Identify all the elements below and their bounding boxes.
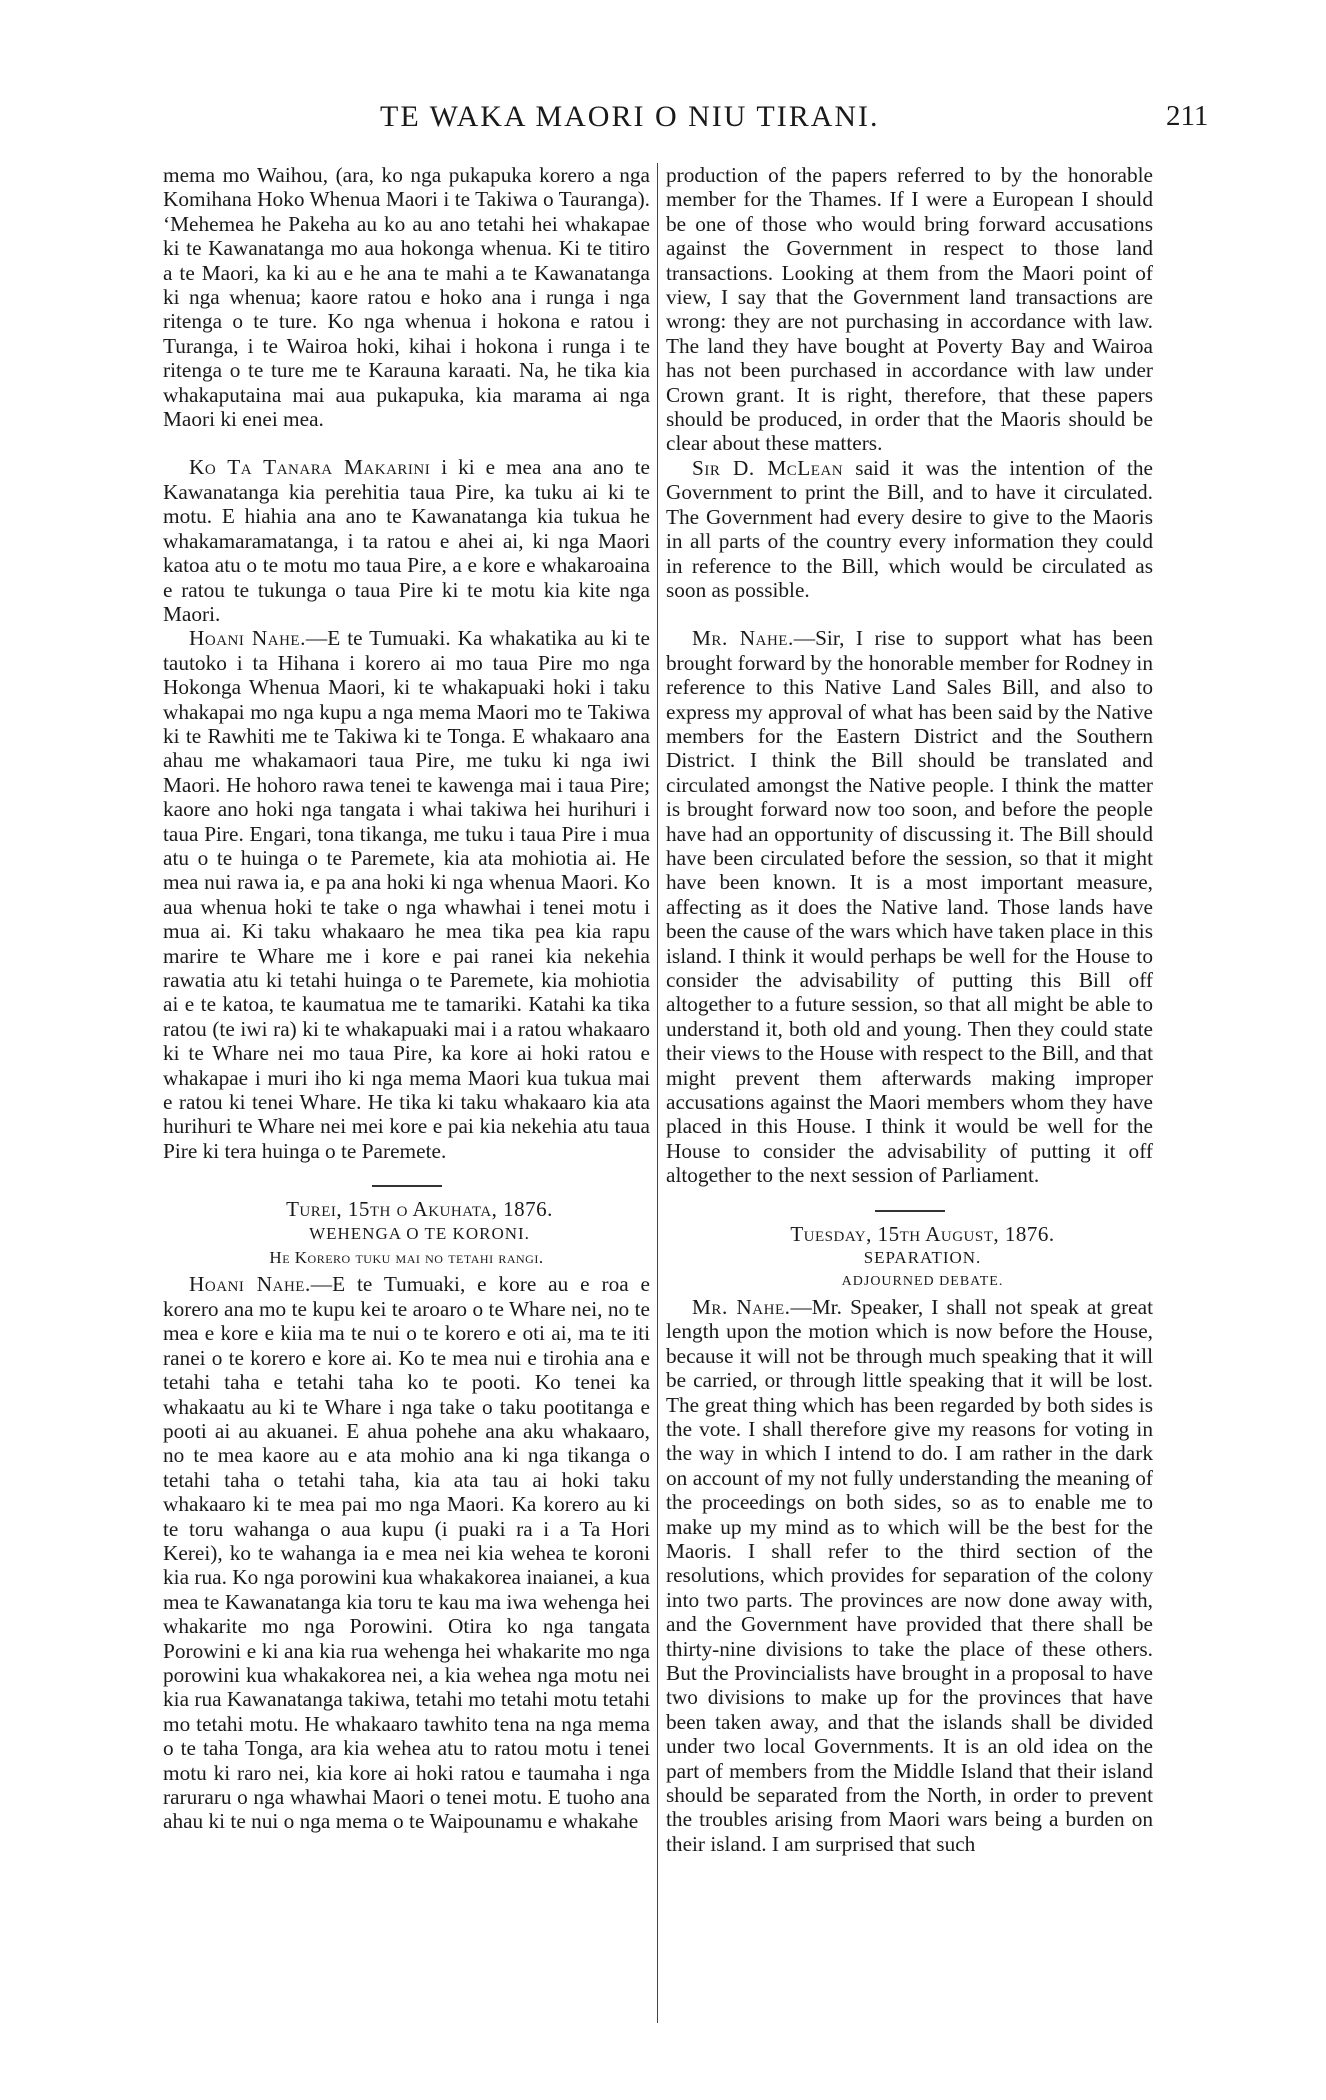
paragraph-text: —E te Tumuaki. Ka whakatika au ki te tautoko i ta Hihana i korero ai mo taua Pire mo nga Hokonga Whenua Maori, ki te whakapuaki hoki i taku whakapai mo nga kupu a nga mema Maori mo te Takiwa ki te Rawhiti me te Takiwa ki te Tonga. E whakaaro ana ahau me whakamaori taua Pire, me tuku ki nga iwi Maori. He hohoro rawa tenei te kawenga mai i taua Pire; kaore ano hoki nga tangata i whai takiwa hei hurihuri i taua Pire. Engari, tona tikanga, me tuku i taua Pire i mua atu o te huinga o te Paremete, kia ata mohiotia ai. He mea nui rawa ia, e pa ana hoki ki nga whenua Maori. Ko aua whenua hoki te take o nga whawhai i tenei motu i mua ai. Ki taku whakaaro he mea tika pea kia rapu marire te Whare me i kore e pai ranei kia nekehia rawatia atu ki tetahi huinga o te Paremete, kia mohiotia ai e te katoa, te kaumatua me te tamariki. Katahi ka tika ratou (te iwi ra) ki te whakapuaki mai i a ratou whakaaro ki te Whare nei mo taua Pire, ka kore ai hoki ratou e whakapae i muri iho ki nga mema Maori kua tukua mai e ratou ki tenei Whare. He tika ki taku whakaaro kia ata hurihuri te Whare nei mei kore e pai kia nekehia atu taua Pire ki tera huinga o te Paremete. <box>163 626 650 1163</box>
speaker-name: Hoani Nahe. <box>189 626 306 651</box>
paragraph <box>666 626 1153 1187</box>
section-rule <box>372 1185 442 1187</box>
dateline: Turei, 15th o Akuhata, 1876. <box>286 1197 553 1222</box>
running-title: TE WAKA MAORI O NIU TIRANI. <box>380 100 880 133</box>
speaker-name: Mr. Nahe. <box>692 626 794 651</box>
section-heading: SEPARATION. <box>863 1248 982 1268</box>
paragraph: mema mo Waihou, (ara, ko nga pukapuka korero a nga Komihana Hoko Whenua Maori i te Takiwa o Tauranga). ‘Mehemea he Pakeha au ko au ano tetahi hei whakapae ki te Kawanatanga mo aua hokonga whenua. Ki te titiro a te Maori, ka ki au e he ana te mahi a te Kawanatanga ki nga whenua; kaore ratou e hoko ana i runga i nga ritenga o te ture. Ko nga whenua i hokona e ratou i Turanga, i te Wairoa hoki, kihai i hokona i runga i te ritenga o te ture me te Karauna karaati. Na, he tika kia whakaputaina mai aua pukapuka, kia marama ai nga Maori ki enei mea. <box>163 163 650 432</box>
paragraph <box>666 456 1153 602</box>
paragraph <box>163 455 650 626</box>
speaker-name: Sir D. McLean <box>692 455 844 480</box>
paragraph-text: i ki e mea ana ano te Kawanatanga kia perehitia taua Pire, ka tuku ai ki te motu. E hiahia ana ano te Kawanatanga kia tukua he whakamaramatanga, i ta ratou e ahei ai, ki nga Maori katoa atu o te motu mo taua Pire, a e kore e whakaroaina e ratou te tukunga o taua Pire ki te motu kia kite nga Maori. <box>163 455 650 626</box>
page-number: 211 <box>1166 100 1209 132</box>
column-divider <box>657 163 658 2023</box>
section-heading: WEHENGA O TE KORONI. <box>309 1223 530 1243</box>
paragraph-text: —Mr. Speaker, I shall not speak at great length upon the motion which is now before the House, because it will not be through much speaking that it will be carried, or through little speaking that it will be lost. The great thing which has been regarded by both sides is the vote. I shall therefore give my reasons for voting in the way in which I intend to do. I am rather in the dark on account of my not fully understanding the meaning of the proceedings on both sides, so as to enable me to make up my mind as to which will be the best for the Maoris. I shall refer to the third section of the resolutions, which provides for separation of the colony into two parts. The provinces are now done away with, and the Government have provided that there shall be thirty-nine divisions to take the place of these others. But the Provincialists have brought in a proposal to have two divisions to make up for the provinces that have been taken away, and that the islands shall be divided under two local Governments. It is an old idea on the part of members from the Middle Island that their island should be separated from the North, in order to prevent the troubles arising from Maori wars being a burden on their island. I am surprised that such <box>666 1294 1153 1856</box>
section-rule <box>875 1210 945 1212</box>
paragraph <box>163 626 650 1163</box>
dateline: Tuesday, 15th August, 1876. <box>790 1221 1055 1246</box>
subsection-heading: ADJOURNED DEBATE. <box>841 1274 1004 1290</box>
paragraph: production of the papers referred to by the honorable member for the Thames. If I were a European I should be one of those who would bring forward accusations against the Government in respect to those land transactions. Looking at them from the Maori point of view, I say that the Government land transactions are wrong: they are not purchasing in accordance with law. The land they have bought at Poverty Bay and Wairoa has not been purchased in accordance with law under Crown grant. It is right, therefore, that these papers should be produced, in order that the Maoris should be clear about these matters. <box>666 163 1153 456</box>
paragraph <box>163 1272 650 1833</box>
paragraph-text: —Sir, I rise to support what has been brought forward by the honorable member for Rodney in reference to this Native Land Sales Bill, and also to express my approval of what has been said by the Native members for the Eastern District and the Southern District. I think the Bill should be translated and circulated amongst the Native people. I think the matter is brought forward now too soon, and before the people have had an opportunity of discussing it. The Bill should have been circulated before the session, so that it might have been known. It is a most important measure, affecting as it does the Native land. Those lands have been the cause of the wars which have taken place in this island. I think it would perhaps be well for the House to consider the advisability of putting this Bill off altogether to a future session, so that all might be able to understand it, both old and young. Then they could state their views to the House with respect to the Bill, and that might prevent them afterwards making improper accusations against the Maori members whom they have placed in this House. I think it would be well for the House to consider the advisability of putting it off altogether to the next session of Parliament. <box>666 626 1153 1188</box>
paragraph-text: —E te Tumuaki, e kore au e roa e korero ana mo te kupu kei te aroaro o te Whare nei, no te mea e kore e kiia ma te nui o te korero e oti ai, ma te iti ranei o te korero e kore ai. Ko te mea nui e tirohia ana e tetahi taha e tetahi taha ko te pooti. Ko tenei ka whakaatu au ki te Whare i nga take o taku pootitanga e pooti ai au akuanei. E ahua pohehe ana aku whakaaro, no te mea kaore au e ata mohio ana ki nga tikanga o tetahi taha o tetahi taha, kia ata tau ai hoki taku whakaaro ki te mea pai mo nga Maori. Ka korero au ki te toru wahanga o aua kupu (i puaki ra i a Ta Hori Kerei), ko te wahanga ia e mea nei kia wehea te koroni kia rua. Ko nga porowini kua whakakorea inaianei, a kua mea te Kawanatanga kia toru te kau ma iwa wehenga hei whakarite mo nga Porowini. Otira ko nga tangata Porowini e ki ana kia rua wehenga hei whakarite mo nga porowini kua whakakorea nei, a kia wehea nga motu nei kia rua Kawanatanga takiwa, tetahi mo tetahi motu tetahi mo tetahi motu. He whakaaro tawhito tena na nga mema o te taha Tonga, ara kia wehea atu to ratou motu i tenei motu ki raro nei, kia kore ai hoki ratou e taumaha i nga raruraru o nga whawhai Maori o tenei motu. E tuoho ana ahau ki te nui o nga mema o te Waipounamu e whakahe <box>163 1272 650 1834</box>
speaker-name: Mr. Nahe. <box>692 1294 791 1319</box>
paragraph <box>666 1295 1153 1856</box>
subsection-heading: He Korero tuku mai no tetahi rangi. <box>269 1248 544 1268</box>
speaker-name: Ko Ta Tanara Makarini <box>189 455 431 480</box>
speaker-name: Hoani Nahe. <box>189 1272 311 1297</box>
maori-column <box>163 163 650 1834</box>
paragraph-text: said it was the intention of the Government to print the Bill, and to have it circulated. The Government had every desire to give to the Maoris in all parts of the country every information they could in reference to the Bill, which would be circulated as soon as possible. <box>666 455 1153 602</box>
page-header <box>0 100 1326 140</box>
english-column <box>666 163 1153 1856</box>
